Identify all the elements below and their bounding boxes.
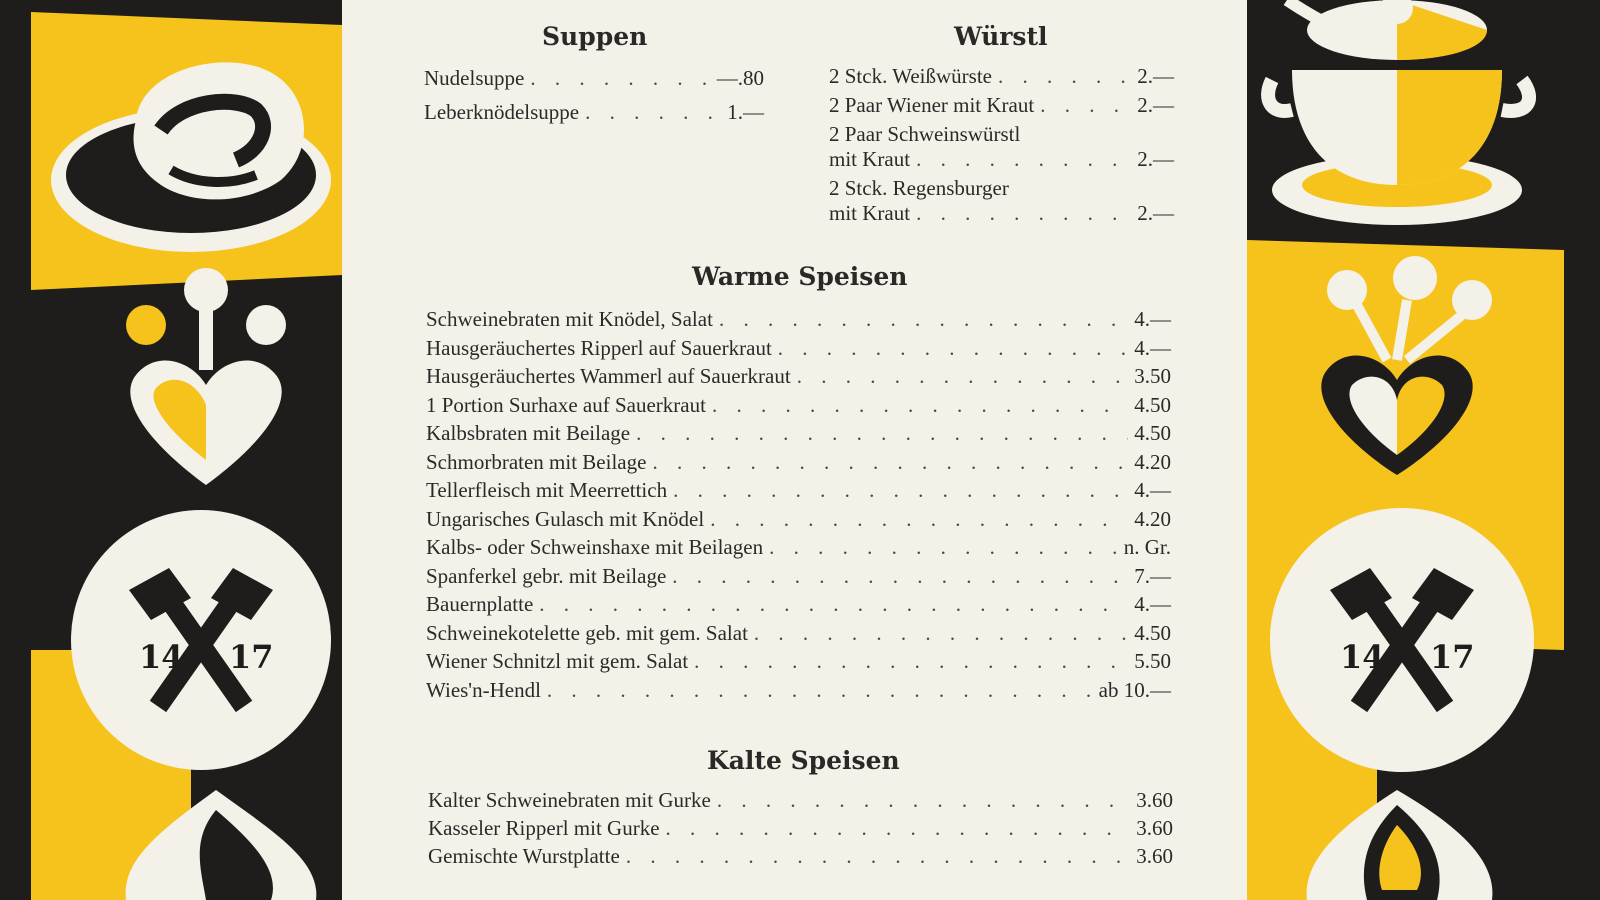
menu-item: Kasseler Ripperl mit Gurke . . . 3.60 — [428, 816, 1173, 841]
section-title-kalte-speisen: Kalte Speisen — [707, 746, 900, 775]
menu-item: Kalbsbraten mit Beilage . . . 4.50 — [426, 421, 1171, 446]
left-decor-panel — [31, 0, 342, 900]
menu-item: Wies'n-Hendl . . . ab 10.— — [426, 678, 1171, 703]
section-title-suppen: Suppen — [542, 22, 648, 51]
menu-item: 2 Stck. Regensburger mit Kraut . . . 2.— — [829, 176, 1174, 226]
right-decor-art — [1247, 0, 1564, 900]
menu-item: Hausgeräuchertes Ripperl auf Sauerkraut . . . 4.— — [426, 336, 1171, 361]
menu-item: Leberknödelsuppe . . . 1.— — [424, 100, 764, 125]
menu-item: Gemischte Wurstplatte . . . 3.60 — [428, 844, 1173, 869]
menu-item: Schweinebraten mit Knödel, Salat . . . 4.— — [426, 307, 1171, 332]
menu-item: Schmorbraten mit Beilage . . . 4.20 — [426, 450, 1171, 475]
left-decor-art — [31, 0, 342, 900]
menu-item: 2 Stck. Weißwürste . . . 2.— — [829, 64, 1174, 89]
menu-item: 2 Paar Schweinswürstl mit Kraut . . . 2.— — [829, 122, 1174, 172]
menu-item: Nudelsuppe . . . —.80 — [424, 66, 764, 91]
right-decor-panel — [1247, 0, 1564, 900]
menu-item: Kalter Schweinebraten mit Gurke . . . 3.60 — [428, 788, 1173, 813]
menu-item: 1 Portion Surhaxe auf Sauerkraut . . . 4.50 — [426, 393, 1171, 418]
emblem-right-number: 17 — [229, 638, 274, 676]
emblem-right-number: 17 — [1430, 638, 1475, 676]
section-title-wuerstl: Würstl — [954, 22, 1048, 51]
menu-item: 2 Paar Wiener mit Kraut . . . 2.— — [829, 93, 1174, 118]
menu-item: Kalbs- oder Schweinshaxe mit Beilagen . . . n. Gr. — [426, 535, 1171, 560]
menu-item: Spanferkel gebr. mit Beilage . . . 7.— — [426, 564, 1171, 589]
menu-sheet — [342, 0, 1247, 900]
menu-item: Hausgeräuchertes Wammerl auf Sauerkraut . . . 3.50 — [426, 364, 1171, 389]
menu-item: Schweinekotelette geb. mit gem. Salat . . . 4.50 — [426, 621, 1171, 646]
emblem-left-number: 14 — [139, 638, 184, 676]
emblem-left-number: 14 — [1340, 638, 1385, 676]
menu-item: Tellerfleisch mit Meerrettich . . . 4.— — [426, 478, 1171, 503]
menu-item: Bauernplatte . . . 4.— — [426, 592, 1171, 617]
crossed-axes-emblem — [1270, 508, 1534, 772]
menu-item: Ungarisches Gulasch mit Knödel . . . 4.20 — [426, 507, 1171, 532]
menu-item: Wiener Schnitzl mit gem. Salat . . . 5.50 — [426, 649, 1171, 674]
crossed-axes-emblem — [71, 510, 331, 770]
section-title-warme-speisen: Warme Speisen — [692, 262, 908, 291]
